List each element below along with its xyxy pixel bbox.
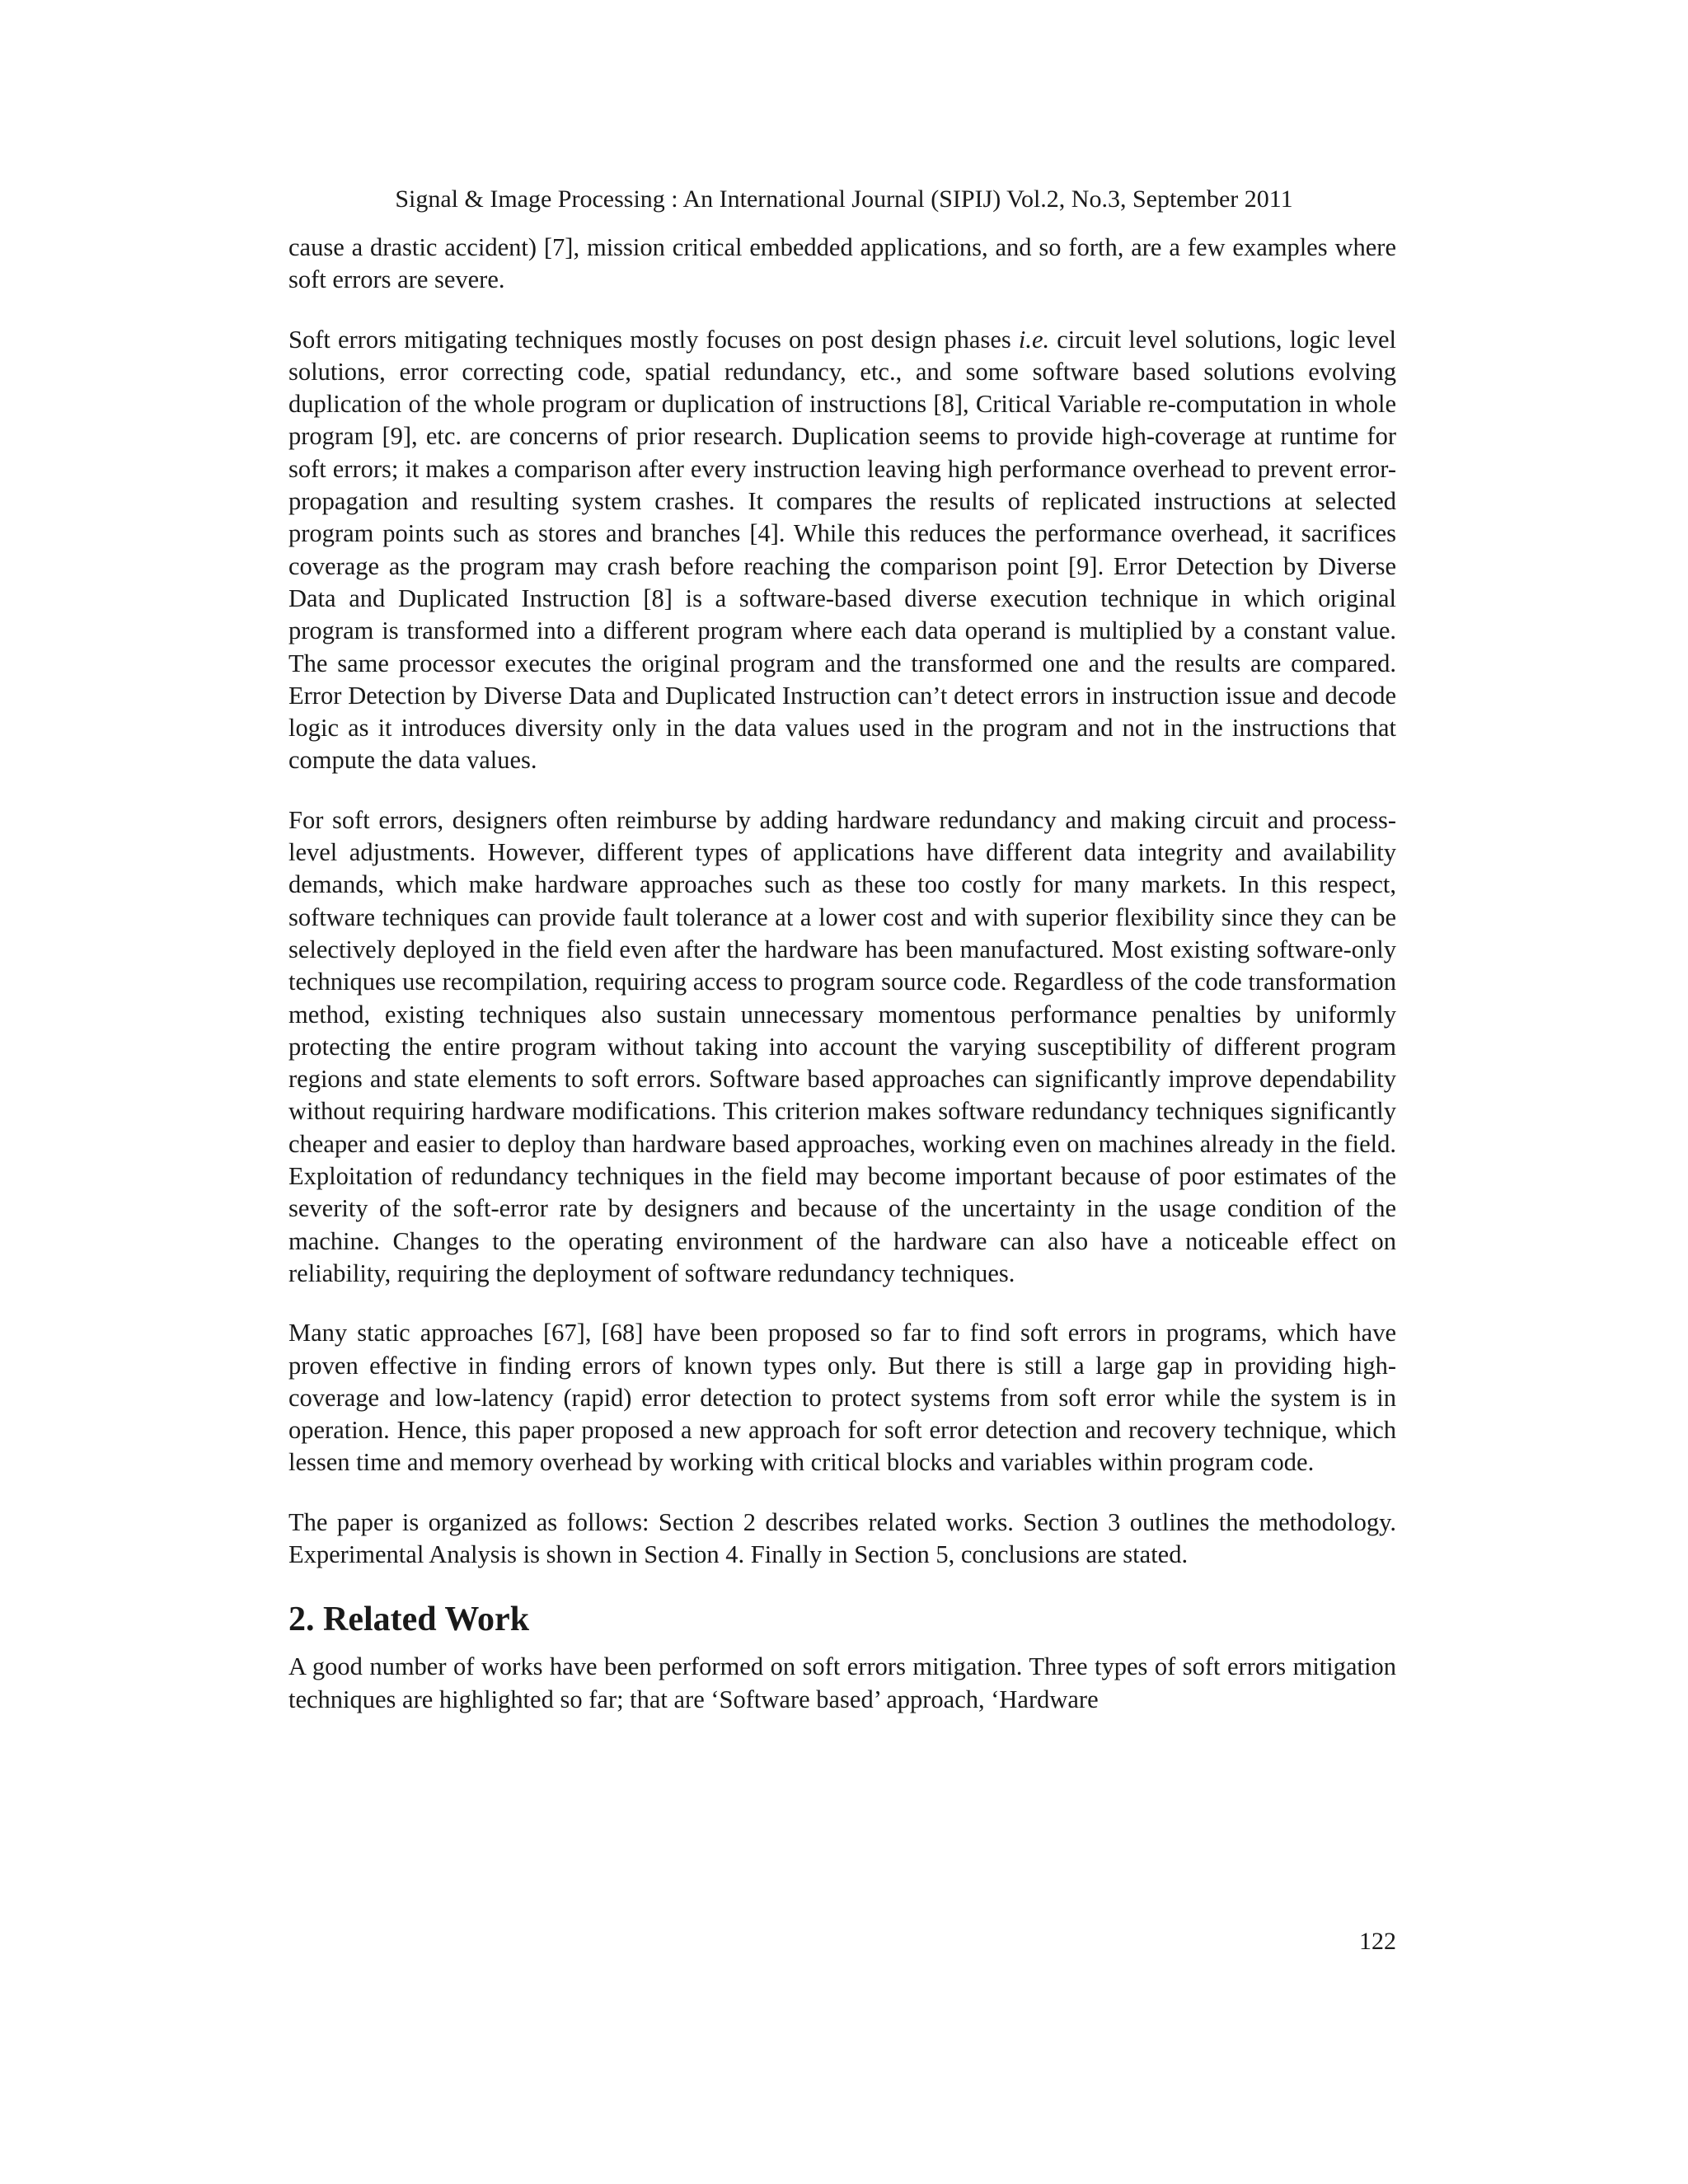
paragraph-2-lead: Soft errors mitigating techniques mostly focuses on post design phases [288,325,1019,354]
body-paragraph-1: cause a drastic accident) [7], mission critical embedded applications, and so forth, are a few examples where soft errors are severe. [288,233,1396,294]
body-paragraph-3: For soft errors, designers often reimburse by adding hardware redundancy and making circuit and process-level adjustments. However, different types of applications have different data integrity and availability demands, which make hardware approaches such as these too costly for many markets. In this respect, software techniques can provide fault tolerance at a lower cost and with superior flexibility since they can be selectively deployed in the field even after the hardware has been manufactured. Most existing software-only techniques use recompilation, requiring access to program source code. Regardless of the code transformation method, existing techniques also sustain unnecessary momentous performance penalties by uniformly protecting the entire program without taking into account the varying susceptibility of different program regions and state elements to soft errors. Software based approaches can significantly improve dependability without requiring hardware modifications. This criterion makes software redundancy techniques significantly cheaper and easier to deploy than hardware based approaches, working even on machines already in the field. Exploitation of redundancy techniques in the field may become important because of poor estimates of the severity of the soft-error rate by designers and because of the uncertainty in the usage condition of the machine. Changes to the operating environment of the hardware can also have a noticeable effect on reliability, requiring the deployment of software redundancy techniques. [288,805,1396,1287]
body-paragraph-5: The paper is organized as follows: Section 2 describes related works. Section 3 outlines the methodology. Experimental Analysis is shown in Section 4. Finally in Section 5, conclusions are stated. [288,1507,1396,1568]
paragraph-2-rest: circuit level solutions, logic level solutions, error correcting code, spatial redundancy, etc., and some software based solutions evolving duplication of the whole program or duplication of instructions [8], Critical Variable re-computation in whole program [9], etc. are concerns of prior research. Duplication seems to provide high-coverage at runtime for soft errors; it makes a comparison after every instruction leaving high performance overhead to prevent error-propagation and resulting system crashes. It compares the results of replicated instructions at selected program points such as stores and branches [4]. While this reduces the performance overhead, it sacrifices coverage as the program may crash before reaching the comparison point [9]. Error Detection by Diverse Data and Duplicated Instruction [8] is a software-based diverse execution technique in which original program is transformed into a different program where each data operand is multiplied by a constant value. The same processor executes the original program and the transformed one and the results are compared. Error Detection by Diverse Data and Duplicated Instruction can’t detect errors in instruction issue and decode logic as it introduces diversity only in the data values used in the program and not in the instructions that compute the data values. [288,325,1396,775]
related-work-paragraph: A good number of works have been performed on soft errors mitigation. Three types of soft errors mitigation techniques are highlighted so far; that are ‘Software based’ approach, ‘Hardware [288,1652,1396,1713]
page-number: 122 [1359,1928,1396,1955]
body-paragraph-4: Many static approaches [67], [68] have been proposed so far to find soft errors in programs, which have proven effective in finding errors of known types only. But there is still a large gap in providing high-coverage and low-latency (rapid) error detection to protect systems from soft error while the system is in operation. Hence, this paper proposed a new approach for soft error detection and recovery technique, which lessen time and memory overhead by working with critical blocks and variables within program code. [288,1319,1396,1477]
running-header: Signal & Image Processing : An International Journal (SIPIJ) Vol.2, No.3, September 2011 [395,185,1293,213]
page-body [288,232,1396,1743]
section-heading-related-work: 2. Related Work [288,1601,530,1639]
paragraph-2-emphasis: i.e. [1018,325,1050,354]
body-paragraph-2 [288,324,1396,777]
